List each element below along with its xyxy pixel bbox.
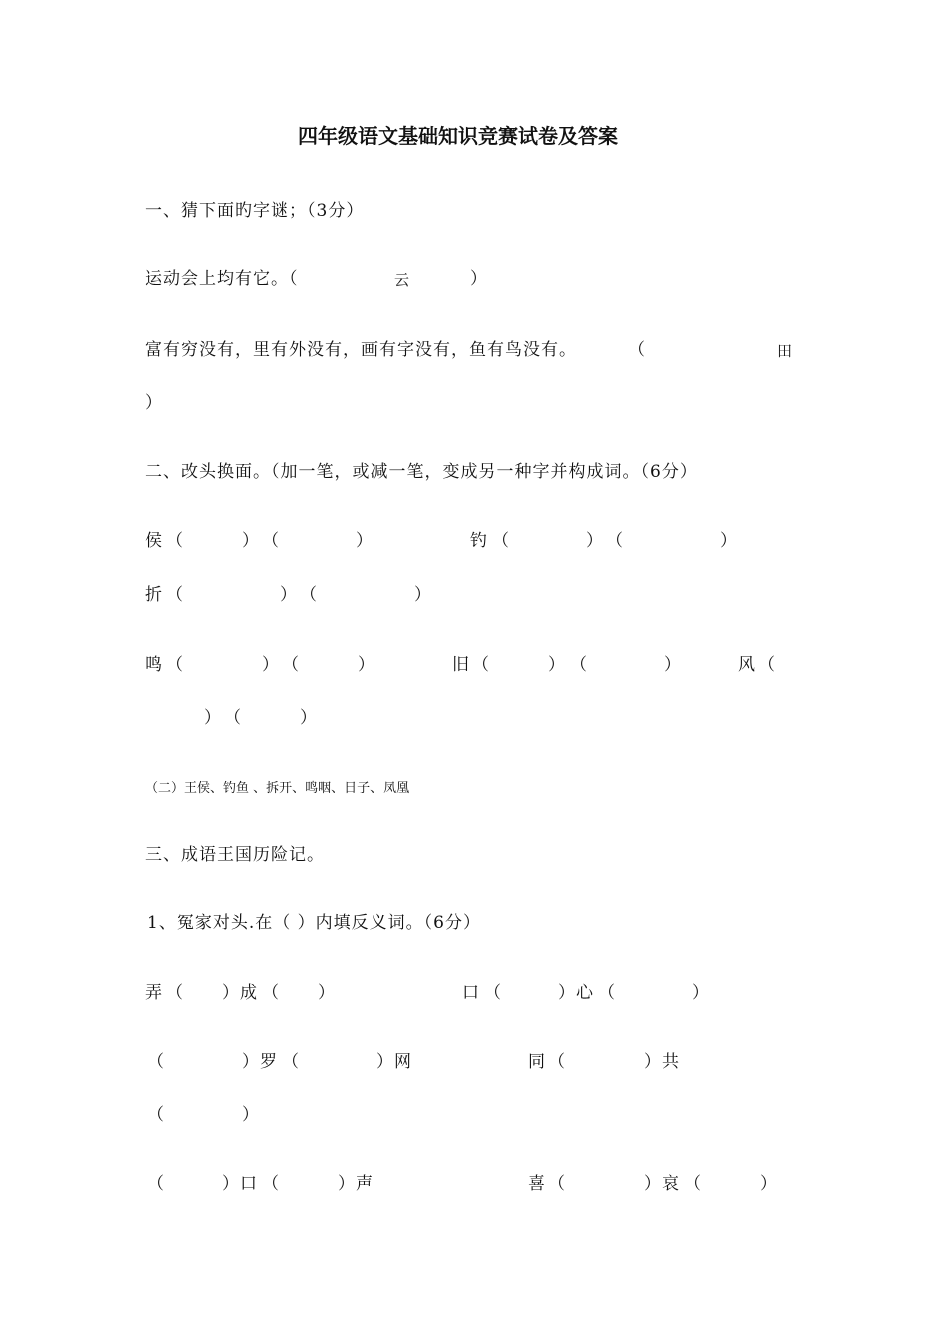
blank-close: ）: [318, 983, 336, 1003]
riddle-1-close: ）: [470, 269, 488, 289]
blank-open: （: [282, 655, 300, 675]
idiom-char: 弄: [145, 983, 163, 1003]
idiom-char: 声: [356, 1174, 374, 1194]
blank-open: （: [758, 655, 776, 675]
page-title: 四年级语文基础知识竞赛试卷及答案: [298, 124, 618, 148]
blank-close: ）: [414, 585, 432, 605]
blank-close: ）: [376, 1052, 394, 1072]
blank-close: ）: [720, 531, 738, 551]
blank-open: （: [224, 708, 242, 728]
blank-open: （: [548, 1174, 566, 1194]
char-hou: 侯: [145, 531, 163, 551]
blank-close: ）: [242, 1105, 260, 1125]
idiom-char: 口: [462, 983, 480, 1003]
blank-close: ）: [644, 1174, 662, 1194]
riddle-2-open: （: [628, 340, 646, 360]
blank-open: （: [166, 655, 184, 675]
char-jiu: 旧: [452, 655, 470, 675]
blank-close: ）: [338, 1174, 356, 1194]
char-ming: 鸣: [145, 655, 163, 675]
idiom-char: 罗: [260, 1052, 278, 1072]
blank-close: ）: [558, 983, 576, 1003]
idiom-char: 共: [662, 1052, 680, 1072]
blank-close: ）: [204, 708, 222, 728]
blank-open: （: [166, 531, 184, 551]
section1-heading: 一、猜下面旳字谜；（3分）: [145, 201, 365, 221]
blank-close: ）: [300, 708, 318, 728]
idiom-char: 喜: [528, 1174, 546, 1194]
section2-heading: 二、改头换面。（加一笔，或减一笔，变成另一种字并构成词。（6分）: [145, 462, 698, 482]
riddle-1-text: 运动会上均有它。（: [145, 269, 299, 289]
blank-close: ）: [222, 983, 240, 1003]
blank-open: （: [548, 1052, 566, 1072]
riddle-2-answer: 田: [777, 342, 793, 360]
riddle-2-close: ）: [145, 393, 163, 413]
blank-open: （: [166, 585, 184, 605]
blank-open: （: [484, 983, 502, 1003]
blank-open: （: [262, 983, 280, 1003]
idiom-char: 成: [240, 983, 258, 1003]
idiom-char: 口: [240, 1174, 258, 1194]
blank-open: （: [300, 585, 318, 605]
section3-heading: 三、成语王国历险记。: [145, 845, 325, 865]
idiom-char: 网: [394, 1052, 412, 1072]
blank-close: ）: [242, 1052, 260, 1072]
blank-close: ）: [262, 655, 280, 675]
blank-close: ）: [356, 531, 374, 551]
blank-open: （: [606, 531, 624, 551]
blank-open: （: [147, 1105, 165, 1125]
blank-open: （: [282, 1052, 300, 1072]
blank-open: （: [262, 531, 280, 551]
char-diao: 钓: [470, 531, 488, 551]
blank-close: ）: [586, 531, 604, 551]
blank-close: ）: [222, 1174, 240, 1194]
idiom-char: 同: [528, 1052, 546, 1072]
char-zhe: 折: [145, 585, 163, 605]
blank-close: ）: [280, 585, 298, 605]
blank-open: （: [684, 1174, 702, 1194]
blank-open: （: [147, 1174, 165, 1194]
blank-close: ）: [692, 983, 710, 1003]
section3-sub1: 1、冤家对头.在（ ）内填反义词。（6分）: [147, 913, 481, 933]
blank-close: ）: [664, 655, 682, 675]
blank-open: （: [492, 531, 510, 551]
blank-close: ）: [548, 655, 566, 675]
blank-open: （: [147, 1052, 165, 1072]
blank-open: （: [570, 655, 588, 675]
blank-open: （: [262, 1174, 280, 1194]
blank-open: （: [166, 983, 184, 1003]
riddle-2-text: 富有穷没有，里有外没有，画有字没有，鱼有鸟没有。: [145, 340, 577, 360]
idiom-char: 哀: [662, 1174, 680, 1194]
blank-close: ）: [760, 1174, 778, 1194]
blank-close: ）: [644, 1052, 662, 1072]
idiom-char: 心: [576, 983, 594, 1003]
blank-close: ）: [242, 531, 260, 551]
blank-close: ）: [358, 655, 376, 675]
section2-answer-key: （二）王侯、钓鱼 、拆开、鸣咽、日子、凤凰: [145, 781, 410, 796]
blank-open: （: [598, 983, 616, 1003]
riddle-1-answer: 云: [394, 271, 410, 289]
blank-open: （: [472, 655, 490, 675]
char-feng: 风: [738, 655, 756, 675]
